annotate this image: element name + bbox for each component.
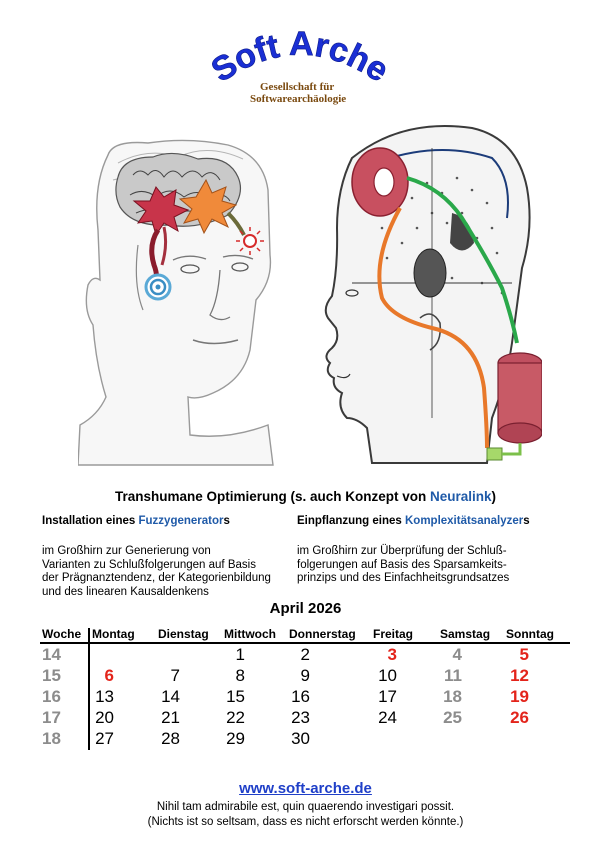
calendar-day[interactable]: 2 <box>300 645 310 664</box>
header-monday: Montag <box>92 627 135 641</box>
calendar-week-row <box>40 666 570 687</box>
header-wednesday: Mittwoch <box>224 627 276 641</box>
description-left <box>42 545 312 599</box>
calendar-day[interactable]: 27 <box>95 729 114 748</box>
week-number: 17 <box>42 708 61 727</box>
calendar-day[interactable]: 13 <box>95 687 114 706</box>
calendar-day[interactable]: 24 <box>378 708 397 727</box>
subhead-fuzzy-generator: Installation eines Fuzzygenerators <box>42 515 230 527</box>
calendar-day[interactable]: 5 <box>519 645 529 664</box>
header-sunday: Sonntag <box>506 627 554 641</box>
illustration-fuzzy-generator <box>78 135 288 470</box>
header-friday: Freitag <box>373 627 414 641</box>
header-saturday: Samstag <box>440 627 491 641</box>
header-thursday: Donnerstag <box>289 627 356 641</box>
calendar-day[interactable]: 19 <box>510 687 529 706</box>
week-number: 18 <box>42 729 61 748</box>
calendar-grid <box>40 645 570 755</box>
calendar-week-row <box>40 729 570 750</box>
description-line: prinzips und des Einfachheitsgrundsatzes <box>297 572 510 584</box>
description-line: im Großhirn zur Überprüfung der Schluß- <box>297 545 507 557</box>
calendar-day[interactable]: 12 <box>510 666 529 685</box>
calendar-week-row <box>40 645 570 666</box>
calendar-day[interactable]: 15 <box>226 687 245 706</box>
description-right <box>297 545 567 586</box>
header-tuesday: Dienstag <box>158 627 209 641</box>
headline: Transhumane Optimierung (s. auch Konzept von Neuralink) <box>114 489 497 504</box>
website-link[interactable]: www.soft-arche.de <box>239 780 372 797</box>
description-line: im Großhirn zur Generierung von <box>42 545 211 557</box>
description-line: und des linearen Kausaldenkens <box>42 585 209 598</box>
calendar-header-divider <box>40 642 570 644</box>
calendar-day[interactable]: 20 <box>95 708 114 727</box>
calendar-day[interactable]: 9 <box>300 666 310 685</box>
calendar-day[interactable]: 21 <box>161 708 180 727</box>
calendar-day[interactable]: 29 <box>226 729 245 748</box>
header-week: Woche <box>42 627 82 641</box>
calendar-day[interactable]: 6 <box>104 666 114 685</box>
week-number: 14 <box>42 645 61 664</box>
calendar-header <box>40 627 570 643</box>
logo-subtitle-2: Softwarearchäologie <box>250 93 347 105</box>
calendar-week-row <box>40 708 570 729</box>
calendar-day[interactable]: 18 <box>443 687 462 706</box>
description-line: folgerungen auf Basis des Sparsamkeits- <box>297 558 507 571</box>
calendar-day[interactable]: 16 <box>291 687 310 706</box>
calendar-day[interactable]: 11 <box>444 666 462 685</box>
logo-subtitle-1: Gesellschaft für <box>260 81 335 93</box>
calendar-day[interactable]: 17 <box>378 687 397 706</box>
german-translation: (Nichts ist so seltsam, dass es nicht erforscht werden könnte.) <box>147 816 464 828</box>
calendar-day[interactable]: 10 <box>378 666 397 685</box>
latin-quote: Nihil tam admirabile est, quin quaerendo investigari possit. <box>156 801 455 813</box>
calendar-day[interactable]: 30 <box>291 729 310 748</box>
subhead-complexity-analyzer: Einpflanzung eines Komplexitätsanalyzers <box>297 515 530 527</box>
calendar-day[interactable]: 3 <box>387 645 397 664</box>
description-line: der Prägnanztendenz, der Kategorienbildung <box>42 572 271 584</box>
svg-text:Soft Arche: Soft Arche <box>204 28 396 90</box>
logo <box>200 28 400 110</box>
calendar-day[interactable]: 7 <box>170 666 180 685</box>
calendar-week-row <box>40 687 570 708</box>
description-line: Varianten zu Schlußfolgerungen auf Basis <box>42 558 256 571</box>
illustration-complexity-analyzer <box>312 118 542 472</box>
calendar-day[interactable]: 14 <box>161 687 180 706</box>
calendar-day[interactable]: 8 <box>235 666 245 685</box>
calendar-day[interactable]: 1 <box>235 645 245 664</box>
calendar-day[interactable]: 26 <box>510 708 529 727</box>
calendar-title: April 2026 <box>269 600 342 617</box>
calendar-day[interactable]: 25 <box>443 708 462 727</box>
calendar-day[interactable]: 4 <box>452 645 462 664</box>
week-number: 16 <box>42 687 61 706</box>
calendar-day[interactable]: 22 <box>226 708 245 727</box>
calendar-day[interactable]: 23 <box>291 708 310 727</box>
week-number: 15 <box>42 666 61 685</box>
neuralink-label: Neuralink <box>430 489 492 504</box>
calendar-day[interactable]: 28 <box>161 729 180 748</box>
